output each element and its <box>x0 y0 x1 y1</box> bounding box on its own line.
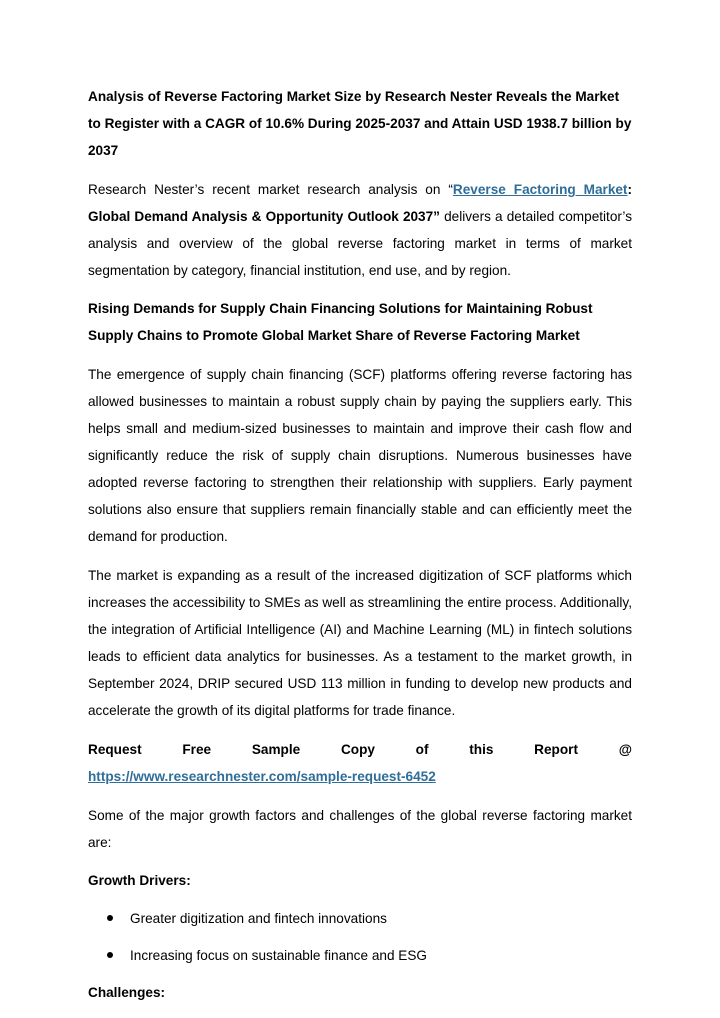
intro-text-before-link: Research Nester’s recent market research analysis on “ <box>88 182 453 197</box>
growth-drivers-list <box>88 905 632 969</box>
reverse-factoring-market-link[interactable]: Reverse Factoring Market <box>452 182 628 197</box>
bullet-icon <box>107 952 113 958</box>
body-paragraph-2: The market is expanding as a result of the increased digitization of SCF platforms which increases the accessibility to SMEs as well as streamlining the entire process. Additionally, the integration of Artificial Intelligence (AI) and Machine Learning (ML) in fintech solutions leads to efficient data analytics for businesses. As a testament to the market growth, in September 2024, DRIP secured USD 113 million in funding to develop new products and accelerate the growth of its digital platforms for trade finance. <box>88 568 632 718</box>
list-item-text: Greater digitization and fintech innovations <box>130 911 387 926</box>
factors-intro: Some of the major growth factors and challenges of the global reverse factoring market are: <box>88 808 632 850</box>
body-paragraph-1: The emergence of supply chain financing (SCF) platforms offering reverse factoring has allowed businesses to maintain a robust supply chain by paying the suppliers early. This helps small and medium-sized businesses to maintain and improve their cash flow and significantly reduce the risk of supply chain disruptions. Numerous businesses have adopted reverse factoring to strengthen their relationship with suppliers. Early payment solutions also ensure that suppliers remain financially stable and can efficiently meet the demand for production. <box>88 367 632 544</box>
challenges-heading: Challenges: <box>88 985 166 1000</box>
list-item-text: Increasing focus on sustainable finance and ESG <box>130 948 427 963</box>
report-title-text: : Global Demand Analysis & Opportunity Outlook 2037” <box>88 182 632 224</box>
growth-drivers-heading: Growth Drivers: <box>88 873 191 888</box>
section-heading: Rising Demands for Supply Chain Financing Solutions for Maintaining Robust Supply Chains to Promote Global Market Share of Reverse Factoring Market <box>88 301 593 343</box>
list-item <box>88 905 632 932</box>
bullet-icon <box>107 915 113 921</box>
sample-request-link[interactable]: https://www.researchnester.com/sample-request-6452 <box>88 769 436 784</box>
intro-paragraph <box>88 176 632 284</box>
sample-request-paragraph <box>88 736 632 790</box>
sample-request-label: Request Free Sample Copy of this Report @ <box>88 742 632 757</box>
document-title: Analysis of Reverse Factoring Market Size by Research Nester Reveals the Market to Register with a CAGR of 10.6% During 2025-2037 and Attain USD 1938.7 billion by 2037 <box>88 89 632 158</box>
list-item <box>88 942 632 969</box>
intro-text-rest: delivers a detailed competitor’s analysis and overview of the global reverse factoring market in terms of market segmentation by category, financial institution, end use, and by region. <box>88 209 632 278</box>
